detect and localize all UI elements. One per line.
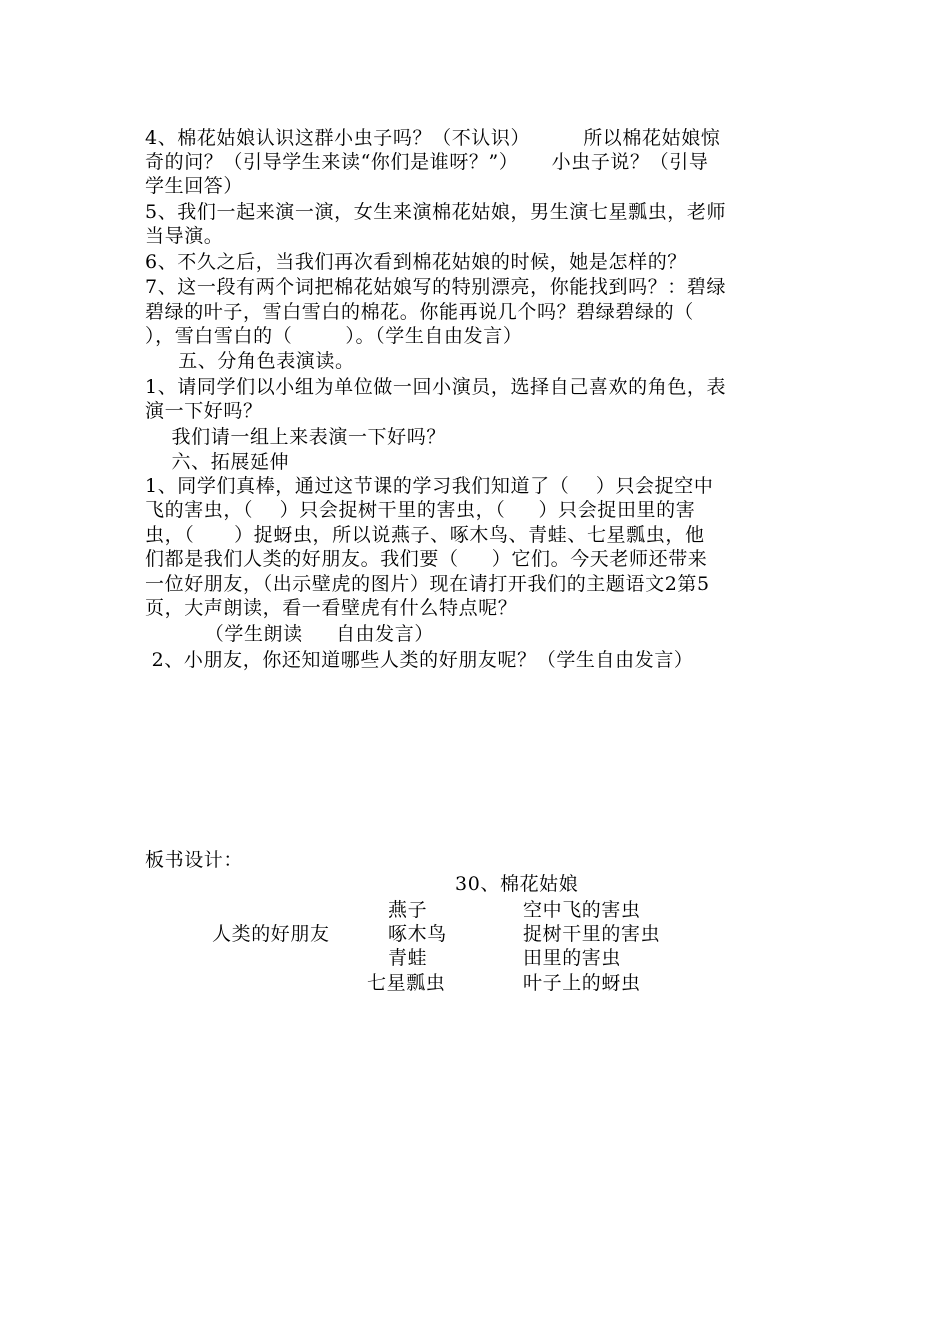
section-heading: 五、分角色表演读。 (145, 350, 355, 372)
text-line: 飞的害虫，（ ）只会捉树干里的害虫，（ ）只会捉田里的害 (145, 499, 696, 521)
text-line: 当导演。 (145, 225, 224, 247)
board-animal: 青蛙 (388, 947, 428, 969)
board-pest: 空中飞的害虫 (523, 899, 641, 921)
text-line: 碧绿的叶子，雪白雪白的棉花。你能再说几个吗？碧绿碧绿的（ (145, 301, 694, 323)
board-pest: 捉树干里的害虫 (523, 923, 661, 945)
section-heading: 六、拓展延伸 (145, 451, 290, 473)
board-title: 30、棉花姑娘 (455, 873, 579, 895)
text-line: 奇的问？（引导学生来读“你们是谁呀？”） 小虫子说？（引导 (145, 151, 709, 173)
text-line: 一位好朋友，（出示壁虎的图片）现在请打开我们的主题语文2第5 (145, 573, 710, 595)
board-design-heading: 板书设计： (145, 849, 244, 871)
board-animal: 啄木鸟 (388, 923, 447, 945)
text-line: 1、请同学们以小组为单位做一回小演员，选择自己喜欢的角色，表 (145, 376, 727, 398)
text-line: 6、不久之后，当我们再次看到棉花姑娘的时候，她是怎样的？ (145, 251, 687, 273)
text-line: 2、小朋友，你还知道哪些人类的好朋友呢？（学生自由发言） (145, 649, 694, 671)
text-line: 1、同学们真棒，通过这节课的学习我们知道了（ ）只会捉空中 (145, 475, 714, 497)
board-pest: 叶子上的蚜虫 (523, 972, 641, 994)
text-line: 演一下好吗？ (145, 400, 263, 422)
text-line: 虫，（ ）捉蚜虫，所以说燕子、啄木鸟、青蛙、七星瓢虫，他 (145, 524, 705, 546)
board-animal: 七星瓢虫 (367, 972, 446, 994)
text-line: 们都是我们人类的好朋友。我们要（ ）它们。今天老师还带来 (145, 548, 708, 570)
text-line: 4、棉花姑娘认识这群小虫子吗？（不认识） 所以棉花姑娘惊 (145, 127, 721, 149)
text-line: 5、我们一起来演一演，女生来演棉花姑娘，男生演七星瓢虫，老师 (145, 201, 727, 223)
board-pest: 田里的害虫 (523, 947, 622, 969)
text-line: 学生回答） (145, 175, 244, 197)
board-center-label: 人类的好朋友 (212, 923, 330, 945)
text-line: （学生朗读 自由发言） (145, 623, 434, 645)
text-line: 7、这一段有两个词把棉花姑娘写的特别漂亮，你能找到吗？：碧绿 (145, 276, 727, 298)
text-line: ），雪白雪白的（ ）。（学生自由发言） (145, 325, 523, 347)
board-animal: 燕子 (388, 899, 428, 921)
text-line: 我们请一组上来表演一下好吗？ (145, 426, 446, 448)
text-line: 页，大声朗读，看一看壁虎有什么特点呢？ (145, 597, 518, 619)
